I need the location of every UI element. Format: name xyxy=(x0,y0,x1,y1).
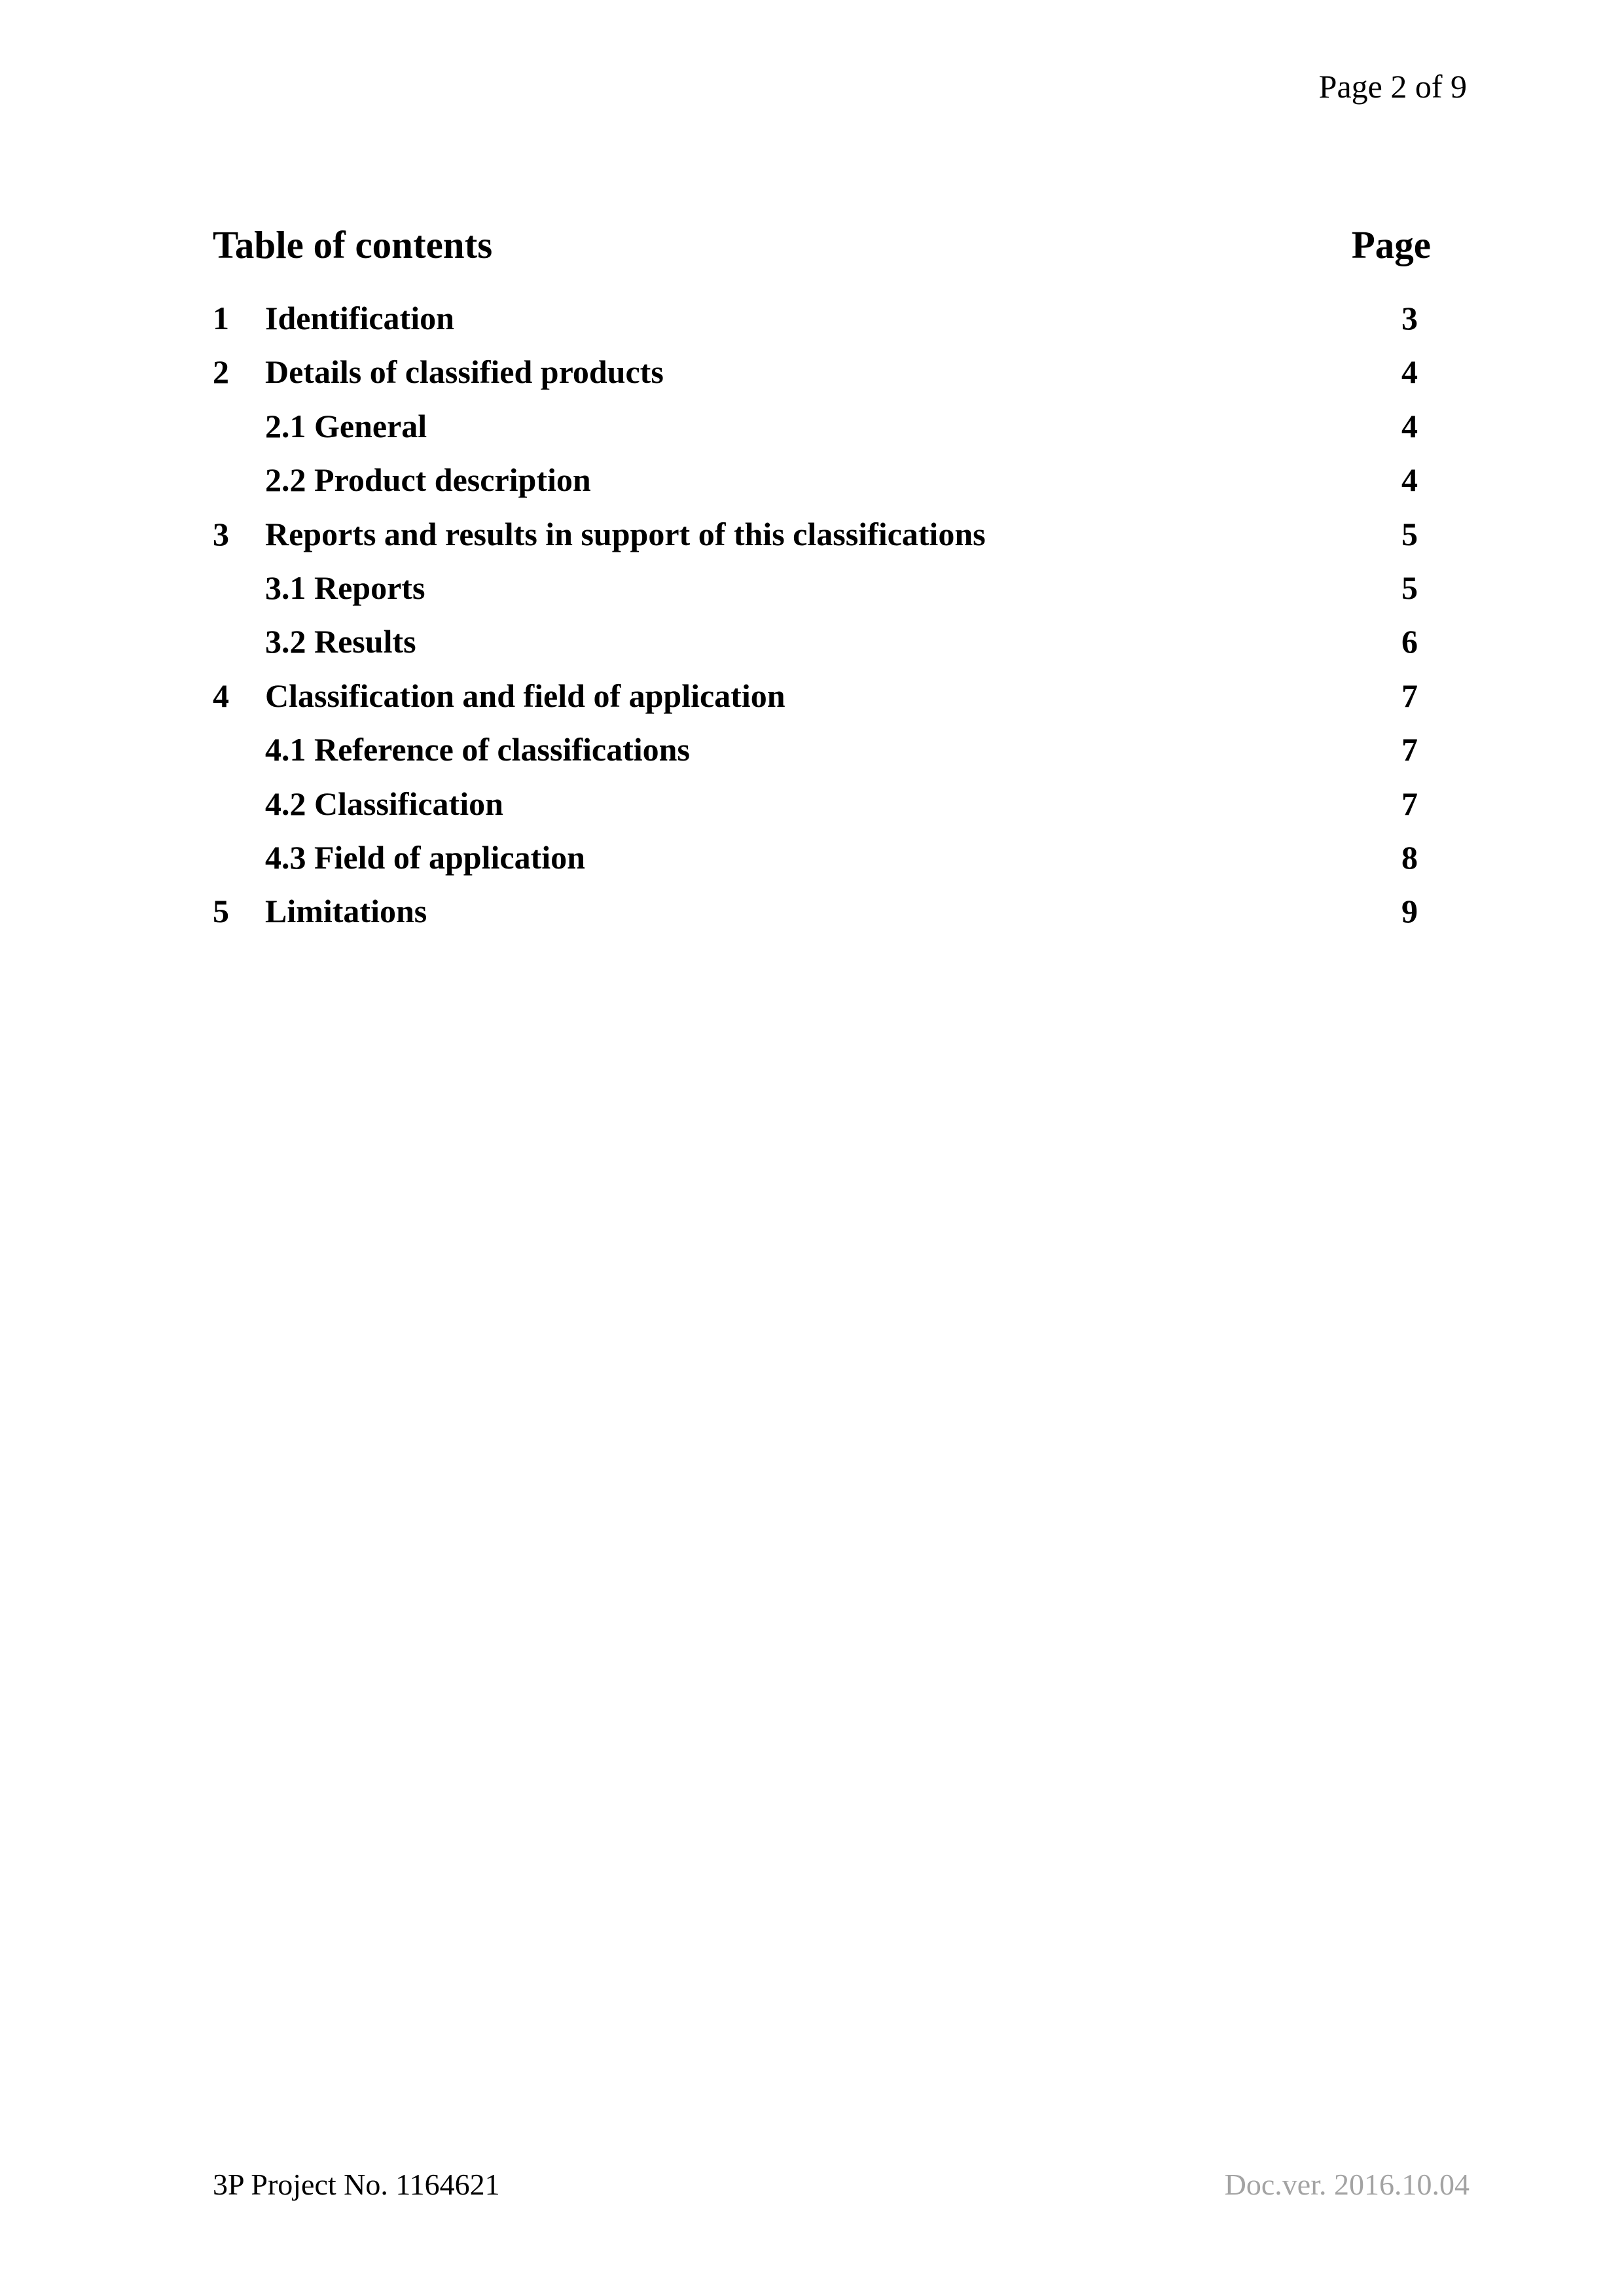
toc-entry-number xyxy=(213,777,265,831)
toc-entry-number: 2 xyxy=(213,353,229,391)
toc-entry-label: 2.1 General xyxy=(265,407,427,444)
toc-entry-number xyxy=(213,723,265,776)
toc-header-row xyxy=(213,223,1431,268)
toc-entry xyxy=(213,884,1418,938)
toc-entry-label: 4.1 Reference of classifications xyxy=(265,731,690,768)
toc-entry xyxy=(213,669,1418,723)
toc-entry-page: 7 xyxy=(1401,677,1418,714)
footer-doc-version: Doc.ver. 2016.10.04 xyxy=(1224,2168,1470,2201)
toc-entry-page: 4 xyxy=(1401,407,1418,444)
toc-entry-page: 6 xyxy=(1401,623,1418,660)
toc-entry-page: 5 xyxy=(1401,515,1418,552)
toc-entry xyxy=(213,723,1418,776)
toc-entry-page: 9 xyxy=(1401,893,1418,930)
footer-project-number: 3P Project No. 1164621 xyxy=(213,2168,500,2201)
toc-entry-number xyxy=(213,453,265,507)
toc-entry-number: 4 xyxy=(213,677,229,714)
toc-entry-label: 4.3 Field of application xyxy=(265,838,585,876)
page-number-indicator: Page 2 of 9 xyxy=(1318,68,1467,105)
toc-entry-label: Classification and field of application xyxy=(265,677,785,714)
toc-entry-page: 7 xyxy=(1401,785,1418,822)
toc-entry xyxy=(213,777,1418,831)
toc-entry-page: 4 xyxy=(1401,461,1418,499)
toc-entry-label: 4.2 Classification xyxy=(265,785,503,822)
toc-title: Table of contents xyxy=(213,223,493,266)
toc-entry-page: 5 xyxy=(1401,569,1418,606)
toc-entry xyxy=(213,561,1418,615)
toc-entry xyxy=(213,345,1418,399)
toc-entry-page: 7 xyxy=(1401,731,1418,768)
toc-entry-label: 3.1 Reports xyxy=(265,569,425,606)
toc-entry-number xyxy=(213,399,265,453)
toc-entry-number: 1 xyxy=(213,300,229,336)
toc-entry xyxy=(213,453,1418,507)
toc-entry-number: 3 xyxy=(213,515,229,552)
toc-entry-page: 4 xyxy=(1401,353,1418,391)
toc-entry-number: 5 xyxy=(213,893,229,930)
toc-entry-number xyxy=(213,615,265,668)
toc-entry-label: 3.2 Results xyxy=(265,623,416,660)
toc-entry xyxy=(213,615,1418,668)
toc-page-column-label: Page xyxy=(1351,223,1431,266)
toc-entry xyxy=(213,507,1418,561)
toc-list xyxy=(213,291,1418,939)
toc-entry-number xyxy=(213,831,265,884)
toc-entry-label: Reports and results in support of this classifications xyxy=(265,515,986,552)
toc-entry-label: Details of classified products xyxy=(265,353,664,391)
toc-entry xyxy=(213,399,1418,453)
toc-entry-number xyxy=(213,561,265,615)
toc-entry-label: Limitations xyxy=(265,893,427,930)
toc-entry-label: Identification xyxy=(265,300,454,336)
toc-entry xyxy=(213,831,1418,884)
toc-entry-page: 3 xyxy=(1401,300,1418,336)
toc-entry-label: 2.2 Product description xyxy=(265,461,591,499)
toc-entry xyxy=(213,291,1418,345)
toc-entry-page: 8 xyxy=(1401,838,1418,876)
